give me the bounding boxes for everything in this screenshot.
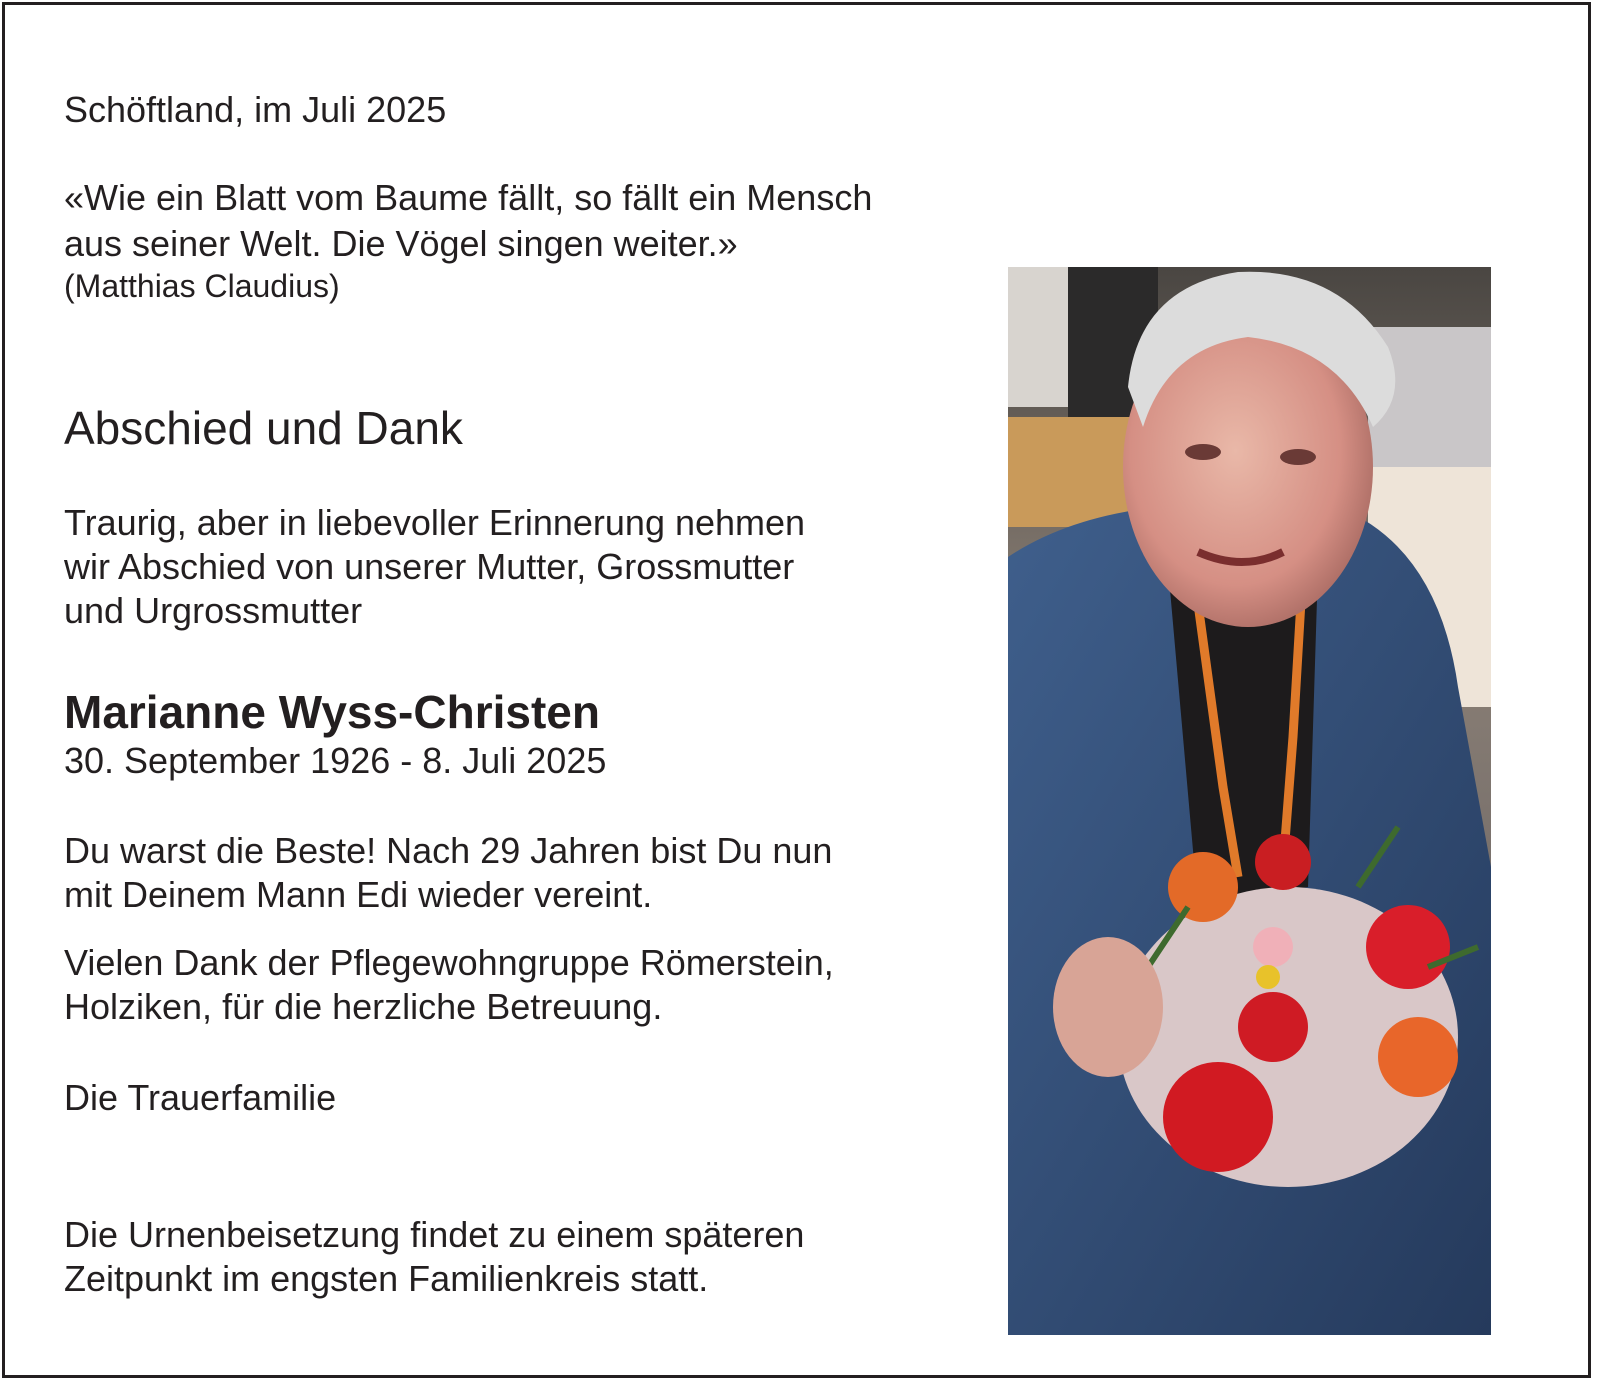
quote-line: «Wie ein Blatt vom Baume fällt, so fällt ein Mensch: [64, 177, 873, 218]
tribute-line: Du warst die Beste! Nach 29 Jahren bist Du nun: [64, 830, 833, 871]
thanks-line: Vielen Dank der Pflegewohngruppe Römerstein,: [64, 942, 834, 983]
signature: Die Trauerfamilie: [64, 1077, 337, 1118]
portrait-photo: [1008, 267, 1491, 1335]
place-date: Schöftland, im Juli 2025: [64, 89, 447, 130]
quote-line: aus seiner Welt. Die Vögel singen weiter.»: [64, 223, 738, 264]
deceased-name: Marianne Wyss-Christen: [64, 686, 600, 738]
intro-line: und Urgrossmutter: [64, 590, 363, 631]
tribute-line: mit Deinem Mann Edi wieder vereint.: [64, 874, 653, 915]
funeral-note: [64, 1213, 804, 1301]
tribute-paragraph: [64, 829, 832, 917]
portrait-photo-icon: [1008, 267, 1491, 1335]
funeral-line: Die Urnenbeisetzung findet zu einem späteren: [64, 1214, 805, 1255]
notice-heading: Abschied und Dank: [64, 402, 463, 454]
obituary-notice: [2, 2, 1591, 1378]
intro-paragraph: [64, 501, 805, 633]
intro-line: Traurig, aber in liebevoller Erinnerung nehmen: [64, 502, 806, 543]
intro-line: wir Abschied von unserer Mutter, Grossmutter: [64, 546, 795, 587]
thanks-line: Holziken, für die herzliche Betreuung.: [64, 986, 663, 1027]
funeral-line: Zeitpunkt im engsten Familienkreis statt.: [64, 1258, 709, 1299]
quote-author: (Matthias Claudius): [64, 268, 340, 304]
life-dates: 30. September 1926 - 8. Juli 2025: [64, 740, 607, 781]
thanks-paragraph: [64, 941, 834, 1029]
quote: [64, 175, 872, 267]
